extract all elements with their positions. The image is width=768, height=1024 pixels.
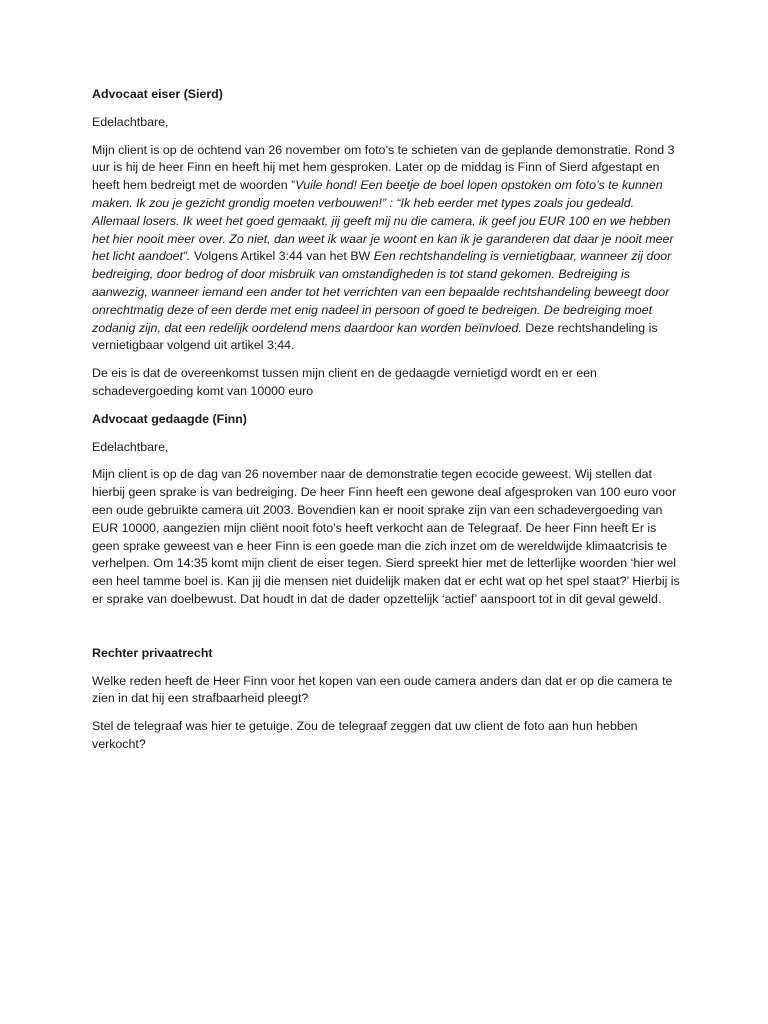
paragraph-eiser-argument (92, 142, 682, 356)
eiser-quote-article: Een rechtshandeling is vernietigbaar, wanneer zij door bedreiging, door bedrog of door misbruik van omstandigheden is tot stand gekomen. Bedreiging is aanwezig, wanneer iemand een ander tot het verrichten van een bepaalde rechtshandeling beweegt door onrechtmatig deze of een derde met enig nadeel in persoon of goed te bedreigen. De bedreiging moet zodanig zijn, dat een redelijk oordelend mens daardoor kan worden beïnvloed. (92, 249, 672, 335)
section-spacer (92, 619, 682, 645)
question-rechter-1: Welke reden heeft de Heer Finn voor het kopen van een oude camera anders dan dat er op die camera te zien in dat hij een strafbaarheid pleegt? (92, 673, 673, 706)
paragraph-eiser-demand: De eis is dat de overeenkomst tussen mijn client en de gedaagde vernietigd wordt en er een schadevergoeding komt van 10000 euro (92, 366, 597, 398)
eiser-quote-threat: Vuile hond! Een beetje de boel lopen opstoken om foto’s te kunnen maken. Ik zou je gezicht grondig moeten verbouwen!” : “Ik heb eerder met types zoals jou gedeald. Allemaal losers. Ik weet het goed gemaakt, jij geeft mij nu die camera, ik geef jou EUR 100 en we hebben het hier nooit meer over. Zo niet, dan weet ik waar je woont en kan ik je garanderen dat daar je nooit meer het licht aandoet”. (92, 178, 674, 264)
eiser-text-article-ref: Volgens Artikel 3:44 van het BW (190, 249, 374, 264)
heading-rechter: Rechter privaatrecht (92, 645, 213, 660)
greeting-eiser: Edelachtbare, (92, 114, 169, 129)
eiser-text-conclusion: Deze rechtshandeling is vernietigbaar volgend uit artikel 3;44. (92, 320, 658, 353)
greeting-gedaagde: Edelachtbare, (92, 439, 169, 454)
heading-advocaat-eiser: Advocaat eiser (Sierd) (92, 87, 223, 101)
paragraph-gedaagde-argument: Mijn client is op de dag van 26 november naar de demonstratie tegen ecocide geweest. Wij stellen dat hierbij geen sprake is van bedreiging. De heer Finn heeft een gewone deal afgesproken van 100 euro voor een oude gebruikte camera uit 2003. Bovendien kan er nooit sprake zijn van een schadevergoeding van EUR 10000, aangezien mijn cliënt nooit foto’s heeft verkocht aan de Telegraaf. De heer Finn heeft Er is geen sprake geweest van e heer Finn is een goede man die zich inzet om de wereldwijde klimaatcrisis te verhelpen. Om 14:35 komt mijn client de eiser tegen. Sierd spreekt hier met de letterlijke woorden ‘hier wel een heel tamme boel is. Kan jij die mensen niet duidelijk maken dat er echt wat op het spel staat?’ Hierbij is er sprake van doelbewust. Dat houdt in dat de dader opzettelijk ‘actief’ aanspoort tot in dit geval geweld. (92, 467, 680, 606)
eiser-text-intro: Mijn client is op de ochtend van 26 november om foto’s te schieten van de geplande demonstratie. Rond 3 uur is hij de heer Finn en heeft hij met hem gesproken. Later op de middag is Finn of Sierd afgestapt en heeft hem bedreigt met de woorden ” (92, 142, 675, 193)
question-rechter-2: Stel de telegraaf was hier te getuige. Zou de telegraaf zeggen dat uw client de foto aan hun hebben verkocht? (92, 719, 638, 751)
document-page (92, 86, 682, 764)
heading-advocaat-gedaagde: Advocaat gedaagde (Finn) (92, 411, 247, 426)
